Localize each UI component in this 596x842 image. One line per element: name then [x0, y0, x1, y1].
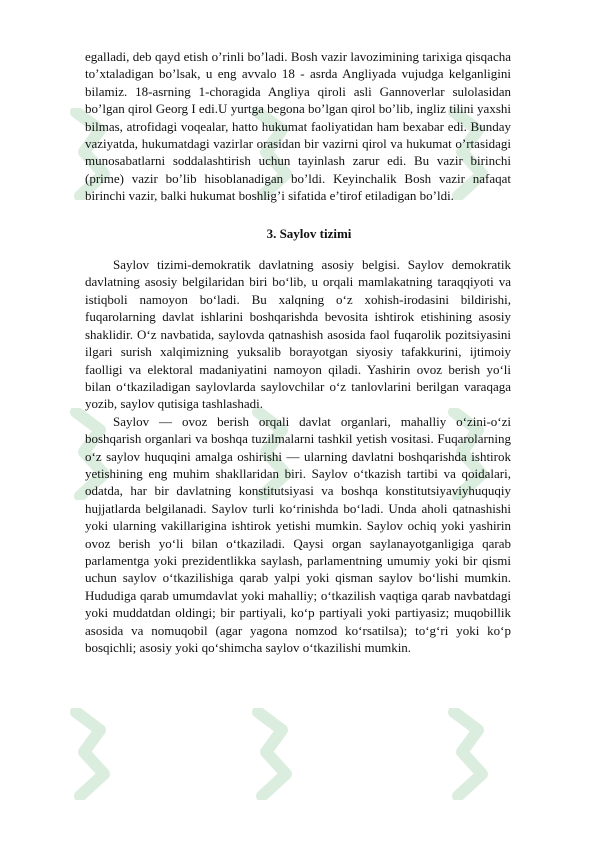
- paragraph-continuation: egalladi, deb qayd etish o’rinli bo’ladi. Bosh vazir lavozimining tarixiga qisqacha to’xtaladigan bo’lsak, u eng avvalo 18 - asrda Angliyada vujudga kelganligini bilamiz. 18-asrning 1-choragida Angliya qiroli asli Gannoverlar sulolasidan bo’lgan qirol Georg I edi.U yurtga begona bo’lgan qirol bo’lib, ingliz tilini yaxshi bilmas, atrofidagi voqealar, hatto hukumat faoliyatidan ham bexabar edi. Bunday vaziyatda, hukumatdagi vazirlar orasidan bir vazirni qirol va hukumat o’rtasidagi munosabatlarni soddalashtirish uchun tayinlash zarur edi. Bu vazir birinchi (prime) vazir bo’lib hisoblanadigan bo’ldi. Keyinchalik Bosh vazir nafaqat birinchi vazir, balki hukumat boshlig’i sifatida e’tirof etiladigan bo’ldi.: [85, 49, 511, 204]
- watermark-icon: [252, 708, 292, 800]
- section-heading: 3. Saylov tizimi: [266, 225, 352, 241]
- watermark-icon: [70, 708, 110, 800]
- watermark-icon: [448, 708, 488, 800]
- paragraph-saylov-definition: Saylov — ovoz berish orqali davlat organlari, mahalliy o‘zini-o‘zi boshqarish organlari va boshqa tuzilmalarni tashkil yetish vositasi. Fuqarolarning o‘z saylov huquqini amalga oshirishi — ularning davlatni boshqarishda ishtirok yetishining eng muhim shakllaridan biri. Saylov o‘tkazish tartibi va qoidalari, odatda, har bir davlatning konstitutsiyasi va boshqa konstitutsiyaviyhuquqiy hujjatlarda belgilanadi. Saylov turli ko‘rinishda bo‘ladi. Unda aholi qatnashishi yoki ularning vakillarigina ishtirok yetishi mumkin. Saylov ochiq yoki yashirin ovoz berish yo‘li bilan o‘tkaziladi. Qaysi organ saylanayotganligiga qarab parlamentga yoki prezidentlikka saylash, parlamentning umumiy yoki bir qismi uchun saylov o‘tkazilishiga qarab yalpi yoki qisman saylov bo‘lishi mumkin. Hududiga qarab umumdavlat yoki mahalliy; o‘tkazilish vaqtiga qarab navbatdagi yoki muddatdan oldingi; bir partiyali, ko‘p partiyali yoki partiyasiz; muqobillik asosida va nomuqobil (agar yagona nomzod ko‘rsatilsa); to‘g‘ri yoki ko‘p bosqichli; asosiy yoki qo‘shimcha saylov o‘tkazilishi mumkin.: [85, 413, 511, 655]
- document-body: [85, 48, 511, 656]
- paragraph-saylov-tizimi: Saylov tizimi-demokratik davlatning asosiy belgisi. Saylov demokratik davlatning asosiy belgilaridan biri bo‘lib, u orqali mamlakatning taraqqiyoti va istiqboli namoyon bo‘ladi. Bu xalqning o‘z xohish-irodasini bildirishi, fuqarolarning davlat ishlarini boshqarishda bevosita ishtirok etishining asosiy shaklidir. O‘z navbatida, saylovda qatnashish asosida faol fuqarolik pozitsiyasini ilgari surish xalqimizning yuksalib borayotgan siyosiy tafakkurini, ijtimoiy faolligi va elektoral madaniyatini namoyon qiladi. Yashirin ovoz berish yo‘li bilan o‘tkaziladigan saylovlarda saylovchilar o‘z tanlovlarini berilgan varaqaga yozib, saylov qutisiga tashlashadi.: [85, 257, 511, 412]
